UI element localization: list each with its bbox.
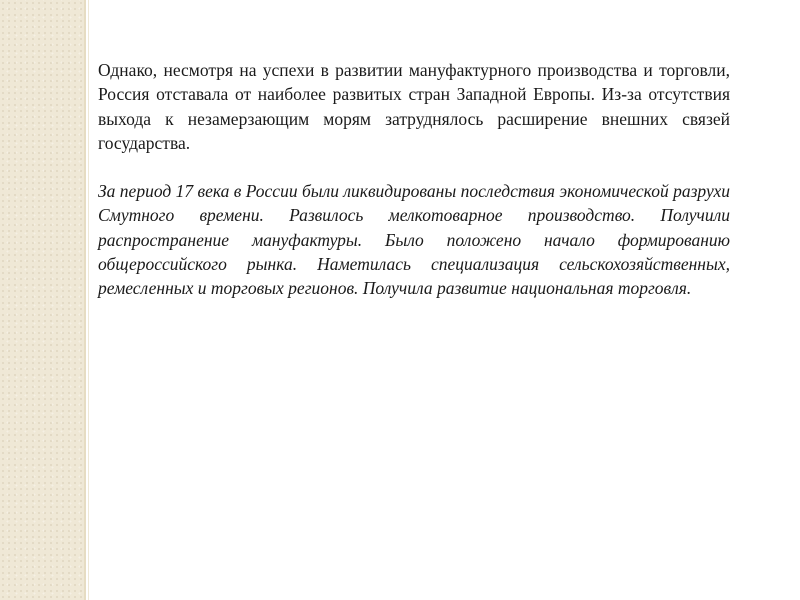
side-divider-line-thin	[88, 0, 89, 600]
decorative-side-band	[0, 0, 84, 600]
paragraph-1: Однако, несмотря на успехи в развитии мануфактурного производства и торговли, Россия отставала от наиболее развитых стран Западной Европы. Из-за отсутствия выхода к незамерзающим морям затруднялось расширение внешних связей государства.	[98, 60, 730, 153]
paragraph-2: За период 17 века в России были ликвидированы последствия экономической разрухи Смутного времени. Развилось мелкотоварное производство. Получили распространение мануфактуры. Было положено начало формированию общероссийского рынка. Наметилась специализация сельскохозяйственных, ремесленных и торговых регионов. Получила развитие национальная торговля.	[98, 181, 730, 299]
side-divider-line	[84, 0, 86, 600]
slide-text-body	[98, 58, 730, 301]
